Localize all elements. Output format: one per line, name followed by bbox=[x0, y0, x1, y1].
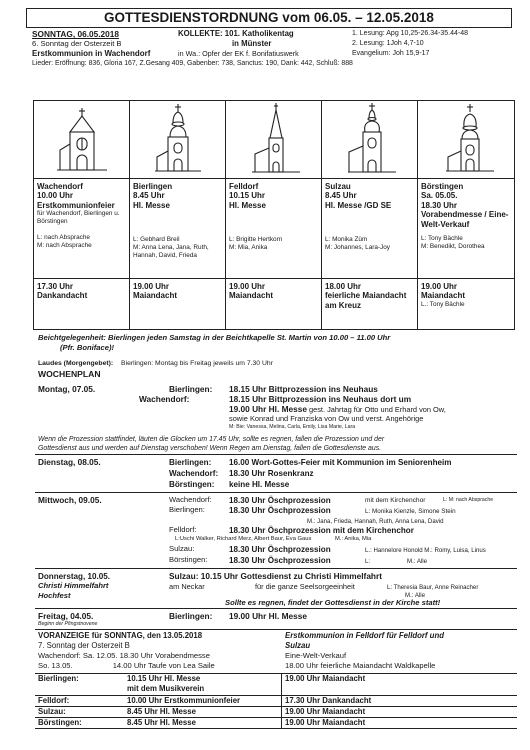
ministranten: M: Benedikt, Dorothea bbox=[421, 243, 485, 251]
lesung1: 1. Lesung: Apg 10,25-26.34-35.44-48 bbox=[352, 30, 468, 37]
helpers: L: M: nach Absprache bbox=[443, 497, 494, 503]
column-bierlingen bbox=[133, 182, 223, 260]
place-name: Felldorf bbox=[229, 182, 259, 191]
evangelium: Evangelium: Joh 15,9-17 bbox=[352, 50, 430, 57]
preview-heading: VORANZEIGE für SONNTAG, den 13.05.2018 bbox=[38, 631, 203, 640]
place: Bierlingen: bbox=[169, 611, 213, 621]
sunday-header bbox=[26, 28, 510, 100]
column-boerstingen bbox=[421, 182, 513, 251]
evening-time: 19.00 Uhr bbox=[133, 282, 170, 291]
preview-right-1: Erstkommunion in Felldorf für Felldorf und bbox=[285, 631, 444, 640]
sunday-name: 6. Sonntag der Osterzeit B bbox=[32, 39, 122, 48]
place: Bierlingen: bbox=[38, 674, 79, 683]
service: 18.15 Uhr Bittprozession ins Neuhaus bbox=[229, 384, 378, 394]
column-felldorf bbox=[229, 182, 319, 252]
service: 18.15 Uhr Bittprozession ins Neuhaus dort um bbox=[229, 394, 412, 404]
evening-event: Maiandacht bbox=[229, 291, 274, 301]
column-wachendorf bbox=[37, 182, 127, 250]
thursday-block bbox=[35, 569, 517, 606]
place: Börstingen: bbox=[38, 718, 82, 727]
service-note: Vorabendmesse / Eine-Welt-Verkauf bbox=[421, 210, 509, 229]
service: 16.00 Wort-Gottes-Feier mit Kommunion im Seniorenheim bbox=[229, 458, 452, 467]
preview-right-3: Eine-Welt-Verkauf bbox=[285, 651, 347, 660]
tuesday-block bbox=[35, 455, 517, 492]
church-grid bbox=[33, 100, 515, 330]
helpers: M.: Alle bbox=[405, 592, 425, 599]
lesung2: 2. Lesung: 1Joh 4,7-10 bbox=[352, 40, 424, 47]
preview-block bbox=[35, 630, 517, 745]
lektor: L: Monika Züm bbox=[325, 236, 368, 244]
evening-event: Maiandacht bbox=[133, 291, 178, 301]
place: Sulzau: bbox=[38, 707, 66, 716]
service-time: 8.45 Uhr bbox=[325, 191, 357, 201]
helpers: L:Uschi Walker, Richard Merz, Albert Baur, Eva Gaus bbox=[175, 536, 312, 542]
evening-time: 18.00 Uhr bbox=[325, 282, 362, 291]
service: keine Hl. Messe bbox=[229, 480, 290, 489]
church-bierlingen-icon bbox=[151, 103, 205, 175]
note: mit dem Kirchenchor bbox=[365, 497, 426, 504]
page-title: GOTTESDIENSTORDNUNG vom 06.05. – 12.05.2018 bbox=[26, 8, 512, 28]
lieder: Lieder: Eröffnung: 836, Gloria 167, Z.Gesang 409, Gabenber: 738, Sanctus: 190, Dank: 442, Schluß: 888 bbox=[32, 60, 353, 67]
evening-note: L.: Tony Bächle bbox=[421, 300, 465, 308]
place-name: Börstingen bbox=[421, 182, 464, 191]
lektor: L: nach Absprache bbox=[37, 234, 90, 242]
evening-time: 19.00 Uhr bbox=[421, 282, 458, 291]
service: 18.30 Uhr Öschprozession bbox=[229, 496, 331, 505]
place: Felldorf: bbox=[169, 525, 197, 534]
wochenplan-heading: WOCHENPLAN bbox=[38, 369, 101, 379]
service-time: 10.15 Uhr bbox=[229, 191, 266, 201]
place: Bierlingen: bbox=[169, 458, 212, 467]
service: 19.00 Uhr Hl. Messe bbox=[229, 404, 307, 414]
place: Sulzau: bbox=[169, 544, 195, 553]
preview-sunday-name: 7. Sonntag der Osterzeit B bbox=[38, 641, 130, 650]
beichte-line2: (Pfr. Boniface)! bbox=[60, 343, 115, 352]
place: Felldorf: bbox=[38, 696, 70, 705]
ministranten: M: Johannes, Lara-Joy bbox=[325, 244, 391, 252]
service-event: Erstkommunionfeier bbox=[37, 200, 115, 210]
evening-service: 19.00 Uhr Maiandacht bbox=[285, 674, 366, 683]
sunday-date: SONNTAG, 06.05.2018 bbox=[32, 29, 120, 39]
day-label: Freitag, 04.05. bbox=[38, 611, 94, 621]
rain-note: Sollte es regnen, findet der Gottesdienst in der Kirche statt! bbox=[225, 598, 441, 607]
preview-wachendorf-2: So. 13.05. 14.00 Uhr Taufe von Lea Saile bbox=[38, 661, 215, 670]
ministranten: M: nach Absprache bbox=[37, 242, 92, 250]
helpers: L.: Hannelore Honold M.: Romy, Luisa, Linus bbox=[365, 547, 486, 554]
church-felldorf-icon bbox=[249, 102, 303, 176]
helpers: L: bbox=[365, 558, 371, 565]
feast-name: Christi Himmelfahrt bbox=[38, 581, 109, 590]
service: 19.00 Uhr Hl. Messe bbox=[229, 611, 307, 621]
service: 8.45 Uhr Hl. Messe bbox=[127, 718, 196, 727]
sunday-communion: Erstkommunion in Wachendorf bbox=[32, 49, 151, 58]
friday-subtitle: Beginn der Pfingstnovene bbox=[38, 621, 98, 627]
helpers: M.: Jana, Frieda, Hannah, Ruth, Anna Lena, David bbox=[307, 518, 444, 525]
lektor: L: Gebhard Breil bbox=[133, 236, 180, 244]
lektor: L: Tony Bächle bbox=[421, 235, 463, 243]
ministranten: M: Bie: Vanessa, Melina, Carla, Emily, Lisa Marie, Lara bbox=[229, 424, 356, 430]
church-sulzau-icon bbox=[345, 102, 399, 176]
monday-block bbox=[35, 381, 517, 434]
kollekte-line2: in Münster bbox=[232, 39, 272, 48]
evening-felldorf bbox=[229, 282, 319, 301]
ministranten: M: Mia, Anika bbox=[229, 244, 268, 252]
evening-time: 19.00 Uhr bbox=[229, 282, 266, 291]
day-label: Dienstag, 08.05. bbox=[38, 457, 101, 467]
laudes bbox=[38, 360, 273, 368]
lektor: L: Brigitte Hertkorn bbox=[229, 236, 283, 244]
service: 18.30 Uhr Öschprozession bbox=[229, 556, 331, 565]
helpers: L: Theresia Baur, Anne Reinacher bbox=[387, 584, 479, 591]
place: Wachendorf: bbox=[169, 495, 212, 504]
day-label: Montag, 07.05. bbox=[38, 384, 96, 394]
service: Sulzau: 10.15 Uhr Gottesdienst zu Christi Himmelfahrt bbox=[169, 571, 382, 581]
place: Wachendorf: bbox=[169, 469, 219, 478]
evening-event: Dankandacht bbox=[37, 291, 88, 301]
helpers: M.: Alle bbox=[407, 558, 427, 565]
evening-service: 19.00 Uhr Maiandacht bbox=[285, 707, 366, 716]
helpers: L: Monika Kienzle, Simone Stein bbox=[365, 508, 456, 515]
column-sulzau bbox=[325, 182, 415, 252]
feast-rank: Hochfest bbox=[38, 591, 71, 600]
wednesday-block bbox=[35, 493, 517, 568]
service: 18.30 Uhr Öschprozession mit dem Kirchenchor bbox=[229, 526, 414, 535]
place-name: Bierlingen bbox=[133, 182, 173, 191]
preview-wachendorf-1: Wachendorf: Sa. 12.05. 18.30 Uhr Vorabendmesse bbox=[38, 651, 210, 660]
service-note: für Wachendorf, Bierlingen u. Börstingen bbox=[37, 210, 120, 226]
service-event: Hl. Messe bbox=[229, 200, 266, 210]
preview-right-4: 18.00 Uhr feierliche Maiandacht Waldkapelle bbox=[285, 661, 436, 670]
place: Börstingen: bbox=[169, 480, 215, 489]
place-detail: am Neckar bbox=[169, 582, 205, 591]
ministranten: M: Anna Lena, Jana, Ruth, Hannah, David, Frieda bbox=[133, 244, 209, 260]
evening-service: 17.30 Uhr Dankandacht bbox=[285, 696, 372, 705]
kollekte-line1: KOLLEKTE: 101. Katholikentag bbox=[178, 29, 294, 38]
service-event: 18.30 Uhr bbox=[421, 200, 458, 210]
service: 10.15 Uhr Hl. Messe bbox=[127, 674, 201, 683]
service-time: 8.45 Uhr bbox=[133, 191, 165, 201]
church-boerstingen-icon bbox=[443, 103, 497, 175]
evening-event: Maiandacht bbox=[421, 291, 466, 301]
friday-block bbox=[35, 609, 517, 629]
laudes-label: Laudes (Morgengebet): bbox=[38, 360, 114, 367]
day-label: Donnerstag, 10.05. bbox=[38, 572, 110, 581]
monday-note-1: Wenn die Prozession stattfindet, läuten die Glocken um 17.45 Uhr, sollte es regnen, fallen die Prozession und der bbox=[38, 436, 385, 443]
place-name: Sulzau bbox=[325, 182, 351, 191]
day-label: Mittwoch, 09.05. bbox=[38, 495, 102, 505]
place: Wachendorf: bbox=[139, 394, 190, 404]
evening-service: 19.00 Uhr Maiandacht bbox=[285, 718, 366, 727]
service: 18.30 Uhr Öschprozession bbox=[229, 545, 331, 554]
service-time: 10.00 Uhr bbox=[37, 191, 74, 201]
evening-sulzau bbox=[325, 282, 415, 310]
place: Bierlingen: bbox=[169, 505, 205, 514]
church-wachendorf-icon bbox=[55, 106, 109, 174]
evening-event: feierliche Maiandacht am Kreuz bbox=[325, 291, 407, 310]
evening-bierlingen bbox=[133, 282, 223, 301]
service-event: Hl. Messe bbox=[133, 200, 170, 210]
service-note: mit dem Musikverein bbox=[127, 684, 205, 693]
helpers: M.: Anika, Mia bbox=[335, 536, 372, 542]
evening-wachendorf bbox=[37, 282, 127, 301]
service-event: Hl. Messe /GD SE bbox=[325, 200, 392, 210]
evening-boerstingen bbox=[421, 282, 513, 309]
service: 10.00 Uhr Erstkommunionfeier bbox=[127, 696, 241, 705]
place: Bierlingen: bbox=[169, 384, 213, 394]
preview-right-2: Sulzau bbox=[285, 641, 311, 650]
intention: gest. Jahrtag für Otto und Erhard von Ow, bbox=[306, 405, 446, 414]
beichte-line: Beichtgelegenheit: Bierlingen jeden Samstag in der Beichtkapelle St. Martin von 10.00 – 11.00 Uhr bbox=[38, 333, 391, 342]
service: 18.30 Uhr Rosenkranz bbox=[229, 469, 314, 478]
service: 8.45 Uhr Hl. Messe bbox=[127, 707, 196, 716]
kollekte-line3: in Wa.: Opfer der EK f. Bonifatiuswerk bbox=[178, 49, 299, 58]
place: Börstingen: bbox=[169, 555, 208, 564]
intention-2: sowie Konrad und Franziska von Ow und verst. Angehörige bbox=[229, 414, 424, 423]
service-time: Sa. 05.05. bbox=[421, 191, 458, 201]
place-name: Wachendorf bbox=[37, 182, 83, 191]
note: für die ganze Seelsorgeeinheit bbox=[255, 582, 355, 591]
evening-time: 17.30 Uhr bbox=[37, 282, 74, 291]
monday-note-2: Gottesdienst aus und werden auf Dienstag verschoben! Wenn Regen am Dienstag, fallen die Gottesdienste aus. bbox=[38, 445, 382, 452]
service: 18.30 Uhr Öschprozession bbox=[229, 506, 331, 515]
laudes-text: Bierlingen: Montag bis Freitag jeweils um 7.30 Uhr bbox=[121, 360, 273, 367]
